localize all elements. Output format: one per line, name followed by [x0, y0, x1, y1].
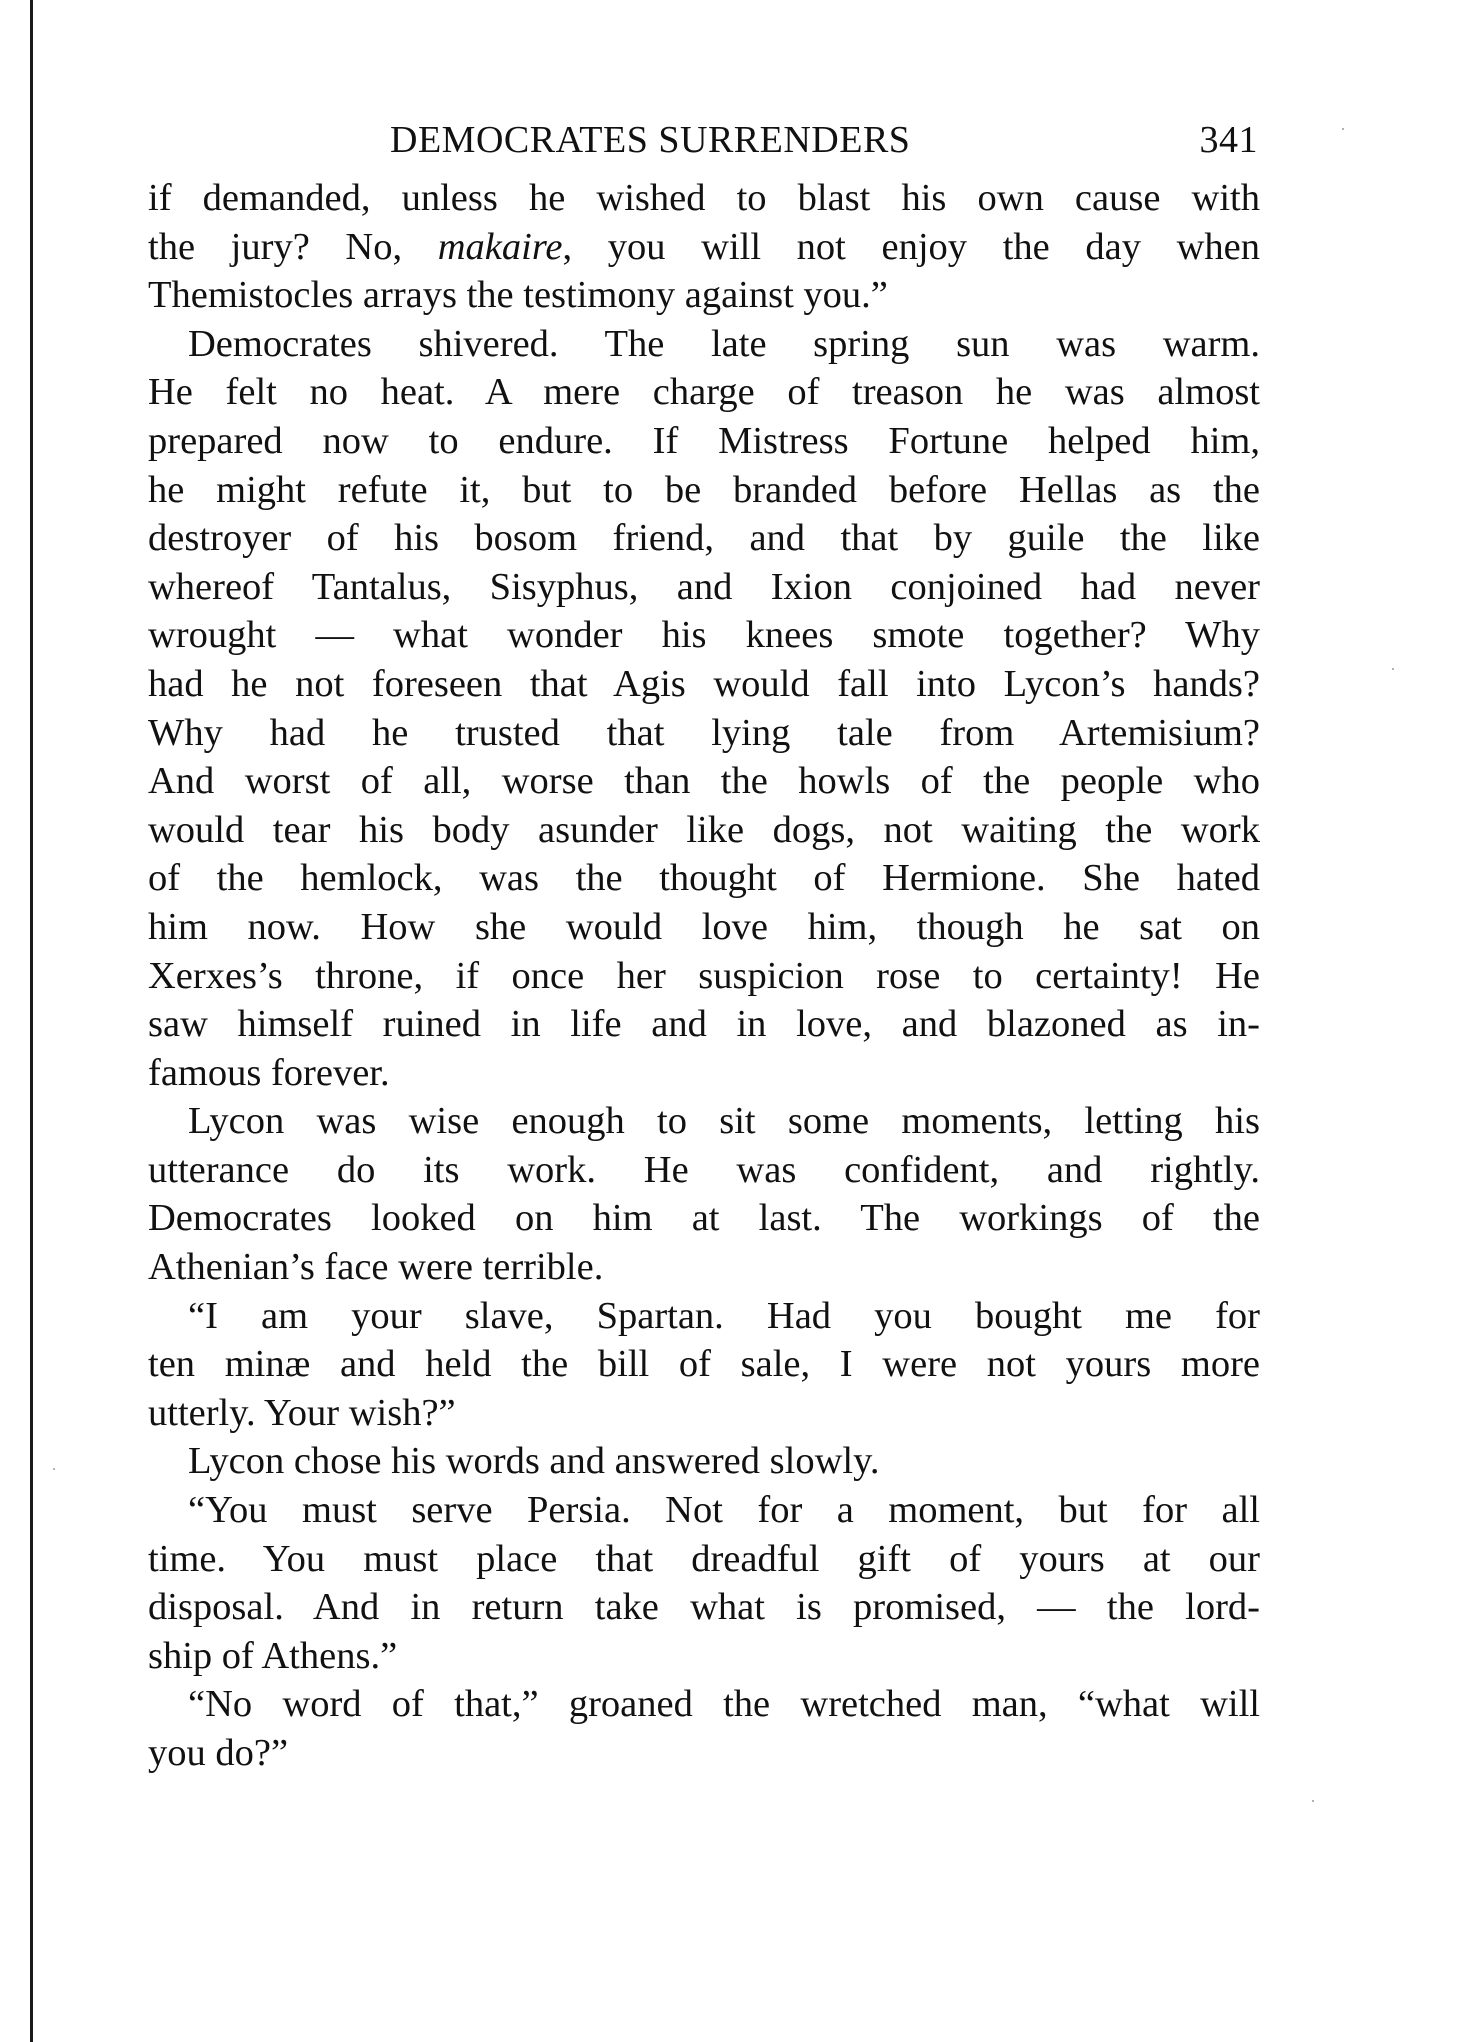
text-line: would tear his body asunder like dogs, not waiting the work [148, 808, 1260, 851]
text-line: Xerxes’s throne, if once her suspicion rose to certainty! He [148, 954, 1260, 997]
page-number: 341 [1199, 119, 1258, 161]
text-line: disposal. And in return take what is promised, — the lord- [148, 1586, 1260, 1629]
text-line: destroyer of his bosom friend, and that by guile the like [148, 517, 1260, 560]
text-line: you do?” [148, 1732, 289, 1774]
emphasized-word: makaire [437, 225, 563, 268]
text-line: time. You must place that dreadful gift of yours at our [148, 1537, 1260, 1580]
text-line: Why had he trusted that lying tale from Artemisium? [148, 711, 1260, 754]
text-line: Athenian’s face were terrible. [148, 1246, 604, 1289]
text-line: of the hemlock, was the thought of Hermione. She hated [148, 857, 1260, 900]
text-line: “I am your slave, Spartan. Had you bought me for [188, 1294, 1260, 1337]
text-line: utterly. Your wish?” [148, 1391, 456, 1434]
text-line: ten minæ and held the bill of sale, I were not yours more [148, 1343, 1260, 1386]
text-line: famous forever. [148, 1051, 390, 1094]
scan-speck [1392, 668, 1394, 670]
binding-edge [30, 0, 33, 2042]
text-line: if demanded, unless he wished to blast his own cause with [148, 177, 1260, 219]
text-line: “You must serve Persia. Not for a moment, but for all [188, 1489, 1260, 1532]
text-line: wrought — what wonder his knees smote together? Why [148, 614, 1260, 657]
text-line: him now. How she would love him, though he sat on [148, 905, 1260, 948]
text-line: he might refute it, but to be branded before Hellas as the [148, 468, 1260, 511]
text-line: whereof Tantalus, Sisyphus, and Ixion conjoined had never [148, 565, 1260, 608]
text-line: He felt no heat. A mere charge of treason he was almost [148, 371, 1260, 414]
scan-speck [1312, 1800, 1314, 1802]
text-line: the jury? No, makaire, you will not enjoy the day when [148, 225, 1260, 268]
text-line: Democrates shivered. The late spring sun was warm. [188, 322, 1260, 365]
text-line: Democrates looked on him at last. The workings of the [148, 1197, 1260, 1240]
text-line: prepared now to endure. If Mistress Fortune helped him, [148, 419, 1260, 462]
text-line: utterance do its work. He was confident, and rightly. [148, 1148, 1260, 1191]
book-page [148, 118, 1260, 1778]
chapter-title: DEMOCRATES SURRENDERS [390, 119, 911, 161]
text-line: Lycon chose his words and answered slowly. [188, 1440, 880, 1483]
running-head [148, 118, 1260, 174]
text-line: ship of Athens.” [148, 1634, 398, 1677]
scan-speck [53, 1468, 55, 1470]
text-line: Lycon was wise enough to sit some moments, letting his [188, 1100, 1260, 1143]
text-line: Themistocles arrays the testimony against you.” [148, 274, 888, 317]
text-line: “No word of that,” groaned the wretched man, “what will [188, 1683, 1260, 1726]
text-line: had he not foreseen that Agis would fall into Lycon’s hands? [148, 662, 1260, 705]
text-line: And worst of all, worse than the howls of the people who [148, 760, 1260, 803]
text-line: saw himself ruined in life and in love, and blazoned as in- [148, 1003, 1260, 1046]
body-text [148, 174, 1260, 1778]
scan-speck [1342, 128, 1344, 130]
